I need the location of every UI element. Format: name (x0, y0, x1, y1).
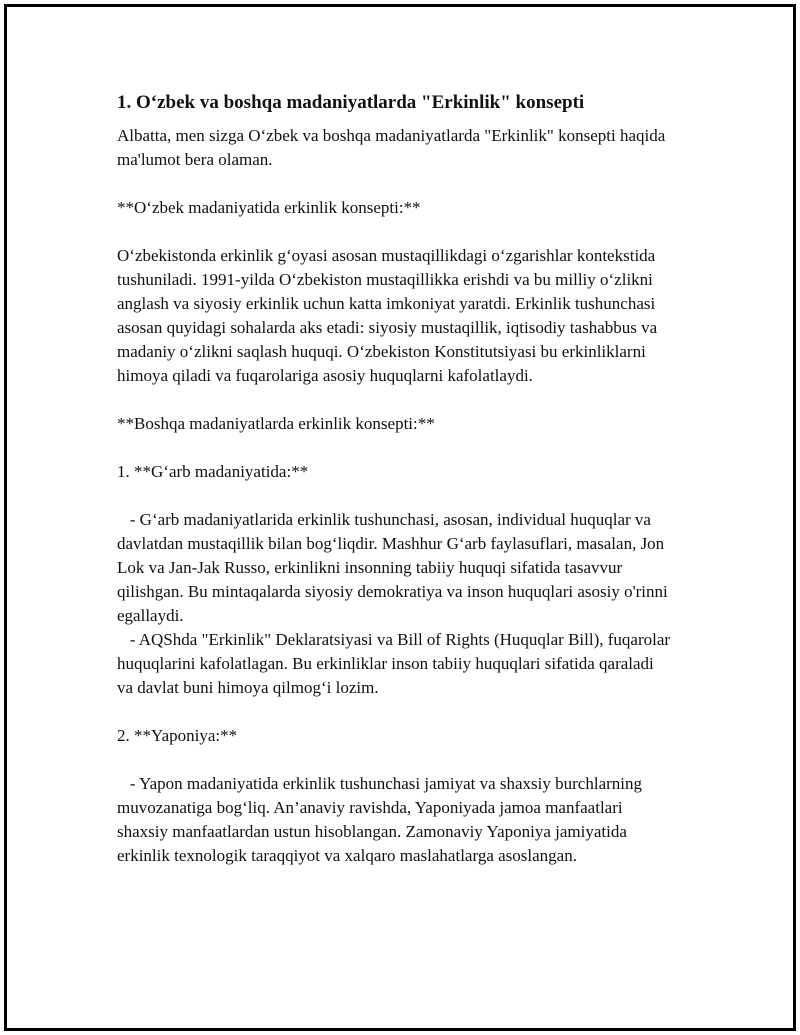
document-body (113, 90, 673, 892)
intro-paragraph: Albatta, men sizga O‘zbek va boshqa madaniyatlarda "Erkinlik" konsepti haqida ma'lumot bera olaman. (117, 126, 670, 169)
uzbek-section-title: **O‘zbek madaniyatida erkinlik konsepti:** (117, 198, 421, 217)
west-subtitle: 1. **G‘arb madaniyatida:** (117, 462, 309, 481)
japan-subtitle: 2. **Yaponiya:** (117, 726, 238, 745)
japan-bullet-1: - Yapon madaniyatida erkinlik tushunchasi jamiyat va shaxsiy burchlarning muvozanatiga bog‘liq. An’anaviy ravishda, Yaponiyada jamoa manfaatlari shaxsiy manfaatlardan ustun hisoblangan. Zamonaviy Yaponiya jamiyatida erkinlik texnologik taraqqiyot va xalqaro maslahatlarga asoslangan. (117, 774, 647, 865)
uzbek-section-body: O‘zbekistonda erkinlik g‘oyasi asosan mustaqillikdagi o‘zgarishlar kontekstida tushuniladi. 1991-yilda O‘zbekiston mustaqillikka erishdi va bu milliy o‘zlikni anglash va siyosiy erkinlik uchun katta imkoniyat yaratdi. Erkinlik tushunchasi asosan quyidagi sohalarda aks etadi: siyosiy mustaqillik, iqtisodiy tashabbus va madaniy o‘zlikni saqlash huquqi. O‘zbekiston Konstitutsiyasi bu erkinliklarni himoya qiladi va fuqarolariga asosiy huquqlarni kafolatlaydi. (117, 246, 662, 385)
other-section-title: **Boshqa madaniyatlarda erkinlik konsepti:** (117, 414, 435, 433)
west-bullet-1: - G‘arb madaniyatlarida erkinlik tushunchasi, asosan, individual huquqlar va davlatdan mustaqillik bilan bog‘liqdir. Mashhur G‘arb faylasuflari, masalan, Jon Lok va Jan-Jak Russo, erkinlikni insonning tabiiy huquqi sifatida tasavvur qilishgan. Bu mintaqalarda siyosiy demokratiya va inson huquqlari asosiy o'rinni egallaydi. (117, 510, 673, 625)
west-bullet-2: - AQShda "Erkinlik" Deklaratsiyasi va Bill of Rights (Huquqlar Bill), fuqarolar huquqlarini kafolatlagan. Bu erkinliklar inson tabiiy huquqlari sifatida qaraladi va davlat buni himoya qilmog‘i lozim. (117, 630, 675, 697)
document-heading: 1. O‘zbek va boshqa madaniyatlarda "Erkinlik" konsepti (117, 92, 585, 113)
